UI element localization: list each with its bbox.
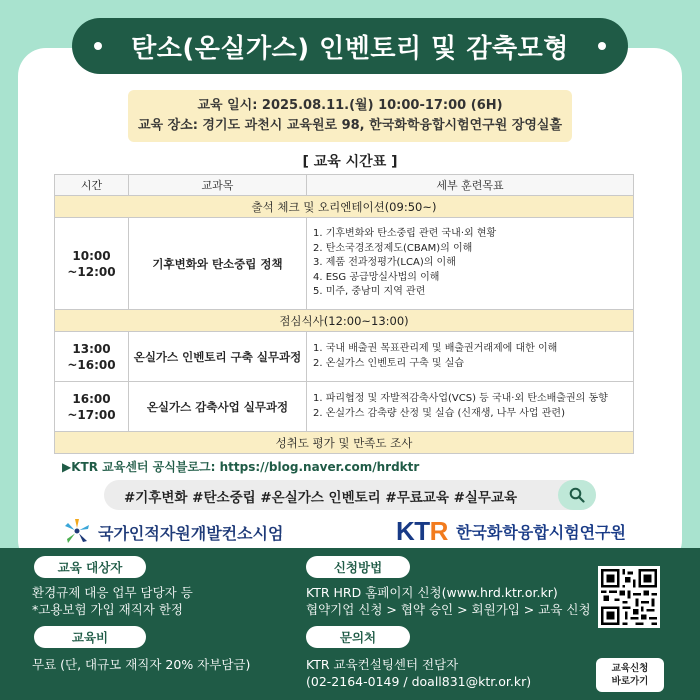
bullet-dot-right xyxy=(598,42,606,50)
hashtag-text: #기후변화 #탄소중립 #온실가스 인벤토리 #무료교육 #실무교육 xyxy=(124,490,518,506)
goals-cell xyxy=(307,218,634,310)
apply-label: 신청방법 xyxy=(306,556,410,578)
contact-line: (02-2164-0149 / doall831@ktr.or.kr) xyxy=(306,674,532,689)
header-time: 시간 xyxy=(55,175,129,196)
target-text xyxy=(32,584,193,618)
title-banner xyxy=(72,18,628,74)
time-cell xyxy=(55,382,129,432)
ktr-mark-r: R xyxy=(429,516,448,546)
table-row xyxy=(55,432,634,454)
band-evaluation: 성취도 평가 및 만족도 조사 xyxy=(55,432,634,454)
contact-label: 문의처 xyxy=(306,626,410,648)
time-start: 13:00 xyxy=(72,341,111,356)
band-lunch: 점심식사(12:00~13:00) xyxy=(55,310,634,332)
time-cell xyxy=(55,332,129,382)
consortium-name: 국가인적자원개발컨소시엄 xyxy=(98,523,284,543)
search-icon xyxy=(569,487,585,503)
table-row xyxy=(55,196,634,218)
time-end: ~16:00 xyxy=(67,357,116,372)
course-cell: 기후변화와 탄소중립 정책 xyxy=(129,218,307,310)
time-end: ~17:00 xyxy=(67,407,116,422)
time-end: ~12:00 xyxy=(67,264,116,279)
header-goals: 세부 훈련목표 xyxy=(307,175,634,196)
goal-item: 3. 제품 전과정평가(LCA)의 이해 xyxy=(313,257,456,269)
education-venue: 교육 장소: 경기도 과천시 교육원로 98, 한국화학융합시험연구원 장영실홀 xyxy=(137,118,563,133)
ktr-name: 한국화학융합시험연구원 xyxy=(455,523,626,542)
ktr-logo xyxy=(396,516,626,547)
goals-cell xyxy=(307,332,634,382)
table-row xyxy=(55,310,634,332)
goals-cell xyxy=(307,382,634,432)
apply-line: KTR HRD 홈페이지 신청(www.hrd.ktr.or.kr) xyxy=(306,585,558,600)
time-cell xyxy=(55,218,129,310)
course-cell: 온실가스 감축사업 실무과정 xyxy=(129,382,307,432)
bullet-dot-left xyxy=(94,42,102,50)
education-date: 교육 일시: 2025.08.11.(월) 10:00-17:00 (6H) xyxy=(197,98,503,113)
goal-item: 1. 국내 배출권 목표관리제 및 배출권거래제에 대한 이해 xyxy=(313,343,558,354)
qr-label-line: 교육신청 xyxy=(611,663,649,674)
schedule-table xyxy=(54,174,634,454)
consortium-logo-icon xyxy=(62,518,92,546)
contact-text xyxy=(306,656,531,690)
target-label: 교육 대상자 xyxy=(34,556,146,578)
goal-item: 2. 온실가스 감축량 산정 및 실습 (신재생, 나무 사업 관련) xyxy=(313,407,565,419)
time-start: 16:00 xyxy=(72,391,111,406)
schedule-title: [ 교육 시간표 ] xyxy=(302,154,398,170)
apply-text xyxy=(306,584,591,618)
search-button[interactable] xyxy=(558,480,596,510)
goal-item: 5. 미주, 중남미 지역 관련 xyxy=(313,286,426,298)
table-row xyxy=(55,332,634,382)
table-row xyxy=(55,382,634,432)
qr-code-icon xyxy=(601,569,657,625)
apply-line: 협약기업 신청 > 협약 승인 > 회원가입 > 교육 신청 xyxy=(306,602,591,617)
goal-item: 1. 기후변화와 탄소중립 관련 국내·외 현황 xyxy=(313,228,497,240)
contact-line: KTR 교육컨설팅센터 전담자 xyxy=(306,657,459,672)
fee-label: 교육비 xyxy=(34,626,146,648)
table-header-row xyxy=(55,175,634,196)
page-title: 탄소(온실가스) 인벤토리 및 감축모형 xyxy=(131,33,569,64)
consortium-logo xyxy=(62,518,283,546)
ktr-wordmark xyxy=(396,516,448,547)
info-box xyxy=(128,90,572,142)
header-course: 교과목 xyxy=(129,175,307,196)
goal-item: 2. 온실가스 인벤토리 구축 및 실습 xyxy=(313,357,465,369)
band-orientation: 출석 체크 및 오리엔테이션(09:50~) xyxy=(55,196,634,218)
goal-item: 1. 파리협정 및 자발적감축사업(VCS) 등 국내·외 탄소배출권의 동향 xyxy=(313,393,608,404)
course-cell: 온실가스 인벤토리 구축 실무과정 xyxy=(129,332,307,382)
qr-label-line: 바로가기 xyxy=(611,676,649,687)
fee-text: 무료 (단, 대규모 재직자 20% 자부담금) xyxy=(32,657,251,672)
goal-item: 2. 탄소국경조정제도(CBAM)의 이해 xyxy=(313,242,473,254)
target-line: 환경규제 대응 업무 담당자 등 xyxy=(32,585,193,600)
goal-item: 4. ESG 공급망실사법의 이해 xyxy=(313,271,440,283)
table-row xyxy=(55,218,634,310)
qr-code[interactable] xyxy=(598,566,660,628)
qr-apply-label[interactable] xyxy=(596,658,664,692)
time-start: 10:00 xyxy=(72,248,111,263)
hashtag-search-bar[interactable] xyxy=(104,480,596,510)
blog-link[interactable]: ▶KTR 교육센터 공식블로그: https://blog.naver.com/hrdktr xyxy=(62,460,420,474)
ktr-mark-kt: KT xyxy=(396,516,430,546)
target-line: *고용보험 가입 재직자 한정 xyxy=(32,602,183,617)
